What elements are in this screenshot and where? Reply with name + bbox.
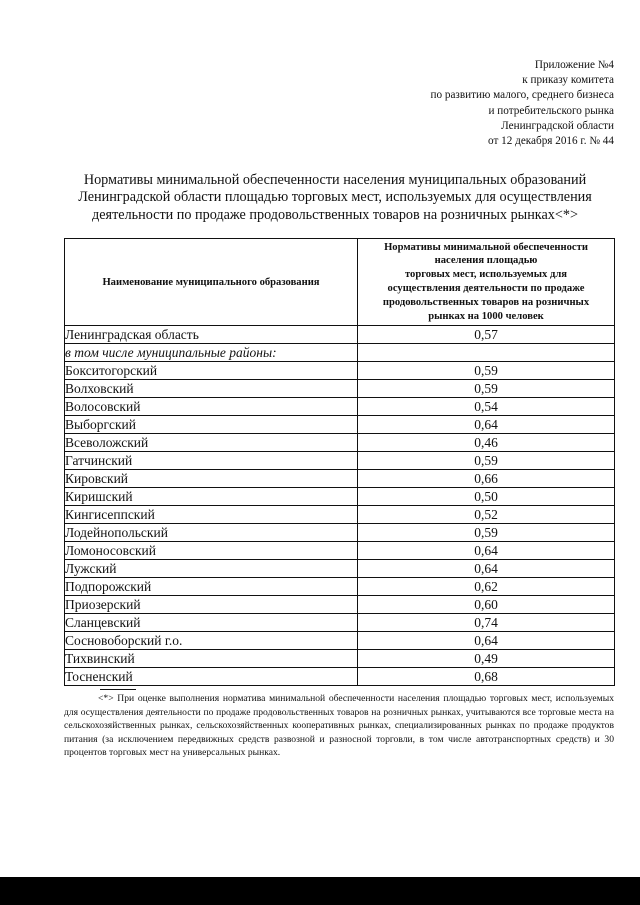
row-name: Сланцевский bbox=[65, 614, 358, 632]
row-value: 0,46 bbox=[358, 434, 615, 452]
row-name: Тосненский bbox=[65, 668, 358, 686]
appendix-line: Ленинградской области bbox=[501, 119, 614, 132]
row-value: 0,57 bbox=[358, 326, 615, 344]
footnote bbox=[64, 692, 614, 760]
row-name: Бокситогорский bbox=[65, 362, 358, 380]
row-name: Ломоносовский bbox=[65, 542, 358, 560]
row-name: Лодейнопольский bbox=[65, 524, 358, 542]
row-name: Кировский bbox=[65, 470, 358, 488]
table-row bbox=[65, 632, 615, 650]
row-value: 0,62 bbox=[358, 578, 615, 596]
header-norm bbox=[358, 239, 615, 326]
table-row bbox=[65, 668, 615, 686]
row-value: 0,64 bbox=[358, 560, 615, 578]
row-value: 0,59 bbox=[358, 524, 615, 542]
row-name: Волховский bbox=[65, 380, 358, 398]
table-row bbox=[65, 596, 615, 614]
appendix-block bbox=[430, 58, 614, 149]
row-value: 0,59 bbox=[358, 452, 615, 470]
header-norm-line: торговых мест, используемых для bbox=[404, 269, 567, 281]
table-row bbox=[65, 326, 615, 344]
table-row bbox=[65, 614, 615, 632]
row-value: 0,52 bbox=[358, 506, 615, 524]
row-value: 0,49 bbox=[358, 650, 615, 668]
row-name: Волосовский bbox=[65, 398, 358, 416]
table-row bbox=[65, 380, 615, 398]
row-value: 0,66 bbox=[358, 470, 615, 488]
appendix-line: к приказу комитета bbox=[522, 74, 614, 87]
row-name: Приозерский bbox=[65, 596, 358, 614]
appendix-line: от 12 декабря 2016 г. № 44 bbox=[488, 135, 614, 148]
row-name: Тихвинский bbox=[65, 650, 358, 668]
row-value: 0,50 bbox=[358, 488, 615, 506]
appendix-line: по развитию малого, среднего бизнеса bbox=[430, 89, 614, 102]
title-line: Ленинградской области площадью торговых мест, используемых для осуществления bbox=[78, 189, 592, 206]
row-value: 0,54 bbox=[358, 398, 615, 416]
appendix-line: и потребительского рынка bbox=[488, 104, 614, 117]
header-norm-line: осуществления деятельности по продаже bbox=[387, 283, 585, 294]
footnote-text: <*> При оценке выполнения норматива минимальной обеспеченности населения площадью торговых мест, используемых для осуществления деятельности по продаже продовольственных товаров на розничных рынках, учитываются все торговые места на сельскохозяйственных рынках, сельскохозяйственных кооперативных рынках, специализированных рынках по продаже продуктов питания (за исключением передвижных средств развозной и разносной торговли, в том числе автотранспортных средств) и 30 процентов торговых мест на универсальных рынках. bbox=[64, 693, 614, 759]
row-name: в том числе муниципальные районы: bbox=[65, 344, 358, 362]
row-value: 0,59 bbox=[358, 380, 615, 398]
table-row bbox=[65, 542, 615, 560]
row-name: Подпорожский bbox=[65, 578, 358, 596]
row-name: Гатчинский bbox=[65, 452, 358, 470]
row-value: 0,68 bbox=[358, 668, 615, 686]
table-row bbox=[65, 650, 615, 668]
row-name: Кингисеппский bbox=[65, 506, 358, 524]
header-norm-line: населения площадью bbox=[434, 255, 538, 267]
table-row bbox=[65, 470, 615, 488]
norms-table bbox=[64, 238, 615, 686]
row-value bbox=[358, 344, 615, 362]
row-value: 0,60 bbox=[358, 596, 615, 614]
header-norm-line: Нормативы минимальной обеспеченности bbox=[384, 241, 588, 253]
table-row bbox=[65, 344, 615, 362]
table-row bbox=[65, 506, 615, 524]
table-row bbox=[65, 416, 615, 434]
table-row bbox=[65, 578, 615, 596]
table-row bbox=[65, 398, 615, 416]
header-norm-line: рынках на 1000 человек bbox=[428, 310, 544, 322]
table-row bbox=[65, 434, 615, 452]
row-name: Ленинградская область bbox=[65, 326, 358, 344]
row-value: 0,64 bbox=[358, 542, 615, 560]
footnote-divider bbox=[100, 689, 136, 690]
row-value: 0,59 bbox=[358, 362, 615, 380]
table-header-row bbox=[65, 239, 615, 326]
row-name: Всеволожский bbox=[65, 434, 358, 452]
row-name: Лужский bbox=[65, 560, 358, 578]
table-row bbox=[65, 560, 615, 578]
table-row bbox=[65, 488, 615, 506]
row-value: 0,74 bbox=[358, 614, 615, 632]
row-name: Сосновоборский г.о. bbox=[65, 632, 358, 650]
row-value: 0,64 bbox=[358, 632, 615, 650]
title-line: деятельности по продаже продовольственных товаров на розничных рынках<*> bbox=[92, 206, 578, 223]
title-line: Нормативы минимальной обеспеченности населения муниципальных образований bbox=[83, 172, 587, 188]
row-value: 0,64 bbox=[358, 416, 615, 434]
appendix-line: Приложение №4 bbox=[534, 59, 614, 71]
scan-bottom-border bbox=[0, 877, 640, 905]
row-name: Выборгский bbox=[65, 416, 358, 434]
table-row bbox=[65, 452, 615, 470]
row-name: Киришский bbox=[65, 488, 358, 506]
table-row bbox=[65, 524, 615, 542]
header-norm-line: продовольственных товаров на розничных bbox=[382, 296, 590, 308]
header-municipality: Наименование муниципального образования bbox=[65, 239, 358, 326]
table-row bbox=[65, 362, 615, 380]
document-title bbox=[40, 172, 630, 224]
